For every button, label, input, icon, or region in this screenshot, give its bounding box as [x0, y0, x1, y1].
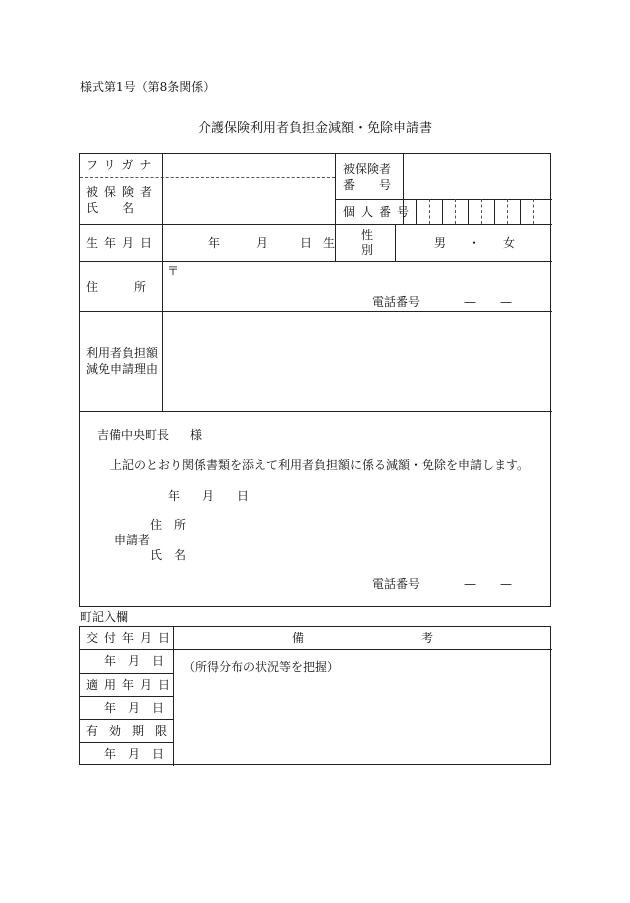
- sex-label-right-line: [395, 224, 396, 261]
- sex-label-line1: 性: [361, 228, 374, 242]
- phone-dash-2: —: [500, 295, 512, 309]
- birth-day: 日: [300, 236, 313, 250]
- town-row-divider: [80, 673, 173, 674]
- sex-option-male: 男: [434, 236, 447, 250]
- personal-no-box-line: [429, 199, 430, 224]
- row-divider-reason: [80, 411, 552, 412]
- reason-label-line2: 減免申請理由: [86, 362, 159, 376]
- remarks-label-1: 備: [292, 631, 305, 645]
- insured-no-label-line2: 番 号: [343, 178, 392, 192]
- insured-no-label-line1: 被保険者: [343, 162, 392, 176]
- label-column-line: [162, 154, 163, 411]
- town-section-title: 町記入欄: [80, 610, 129, 624]
- insured-no-column-line: [335, 154, 336, 224]
- form-number: 様式第1号（第8条関係）: [80, 80, 216, 94]
- applicant-label: 申請者: [114, 533, 151, 547]
- birth-suffix: 生: [323, 236, 336, 250]
- personal-no-box-line: [507, 199, 508, 224]
- town-row-divider: [80, 719, 173, 720]
- applicant-name-label: 氏 名: [150, 548, 187, 562]
- phone-label: 電話番号: [372, 295, 421, 309]
- town-entry-table: [79, 626, 551, 765]
- furigana-divider: [80, 177, 335, 178]
- reason-label-line1: 利用者負担額: [86, 346, 159, 360]
- issue-date-label: 交付年月日: [86, 631, 177, 645]
- personal-no-box-line: [494, 199, 495, 224]
- declaration-statement: 上記のとおり関係書類を添えて利用者負担額に係る減額・免除を申請します。: [110, 458, 530, 472]
- addressee-honorific: 様: [190, 428, 203, 442]
- insured-name-label-line2: 氏 名: [86, 201, 135, 215]
- personal-no-box-line: [481, 199, 482, 224]
- declaration-phone-label: 電話番号: [372, 577, 421, 591]
- sex-separator: ・: [468, 236, 481, 250]
- apply-date-label: 適用年月日: [86, 678, 177, 692]
- personal-no-box-line: [520, 199, 521, 224]
- insured-name-label-line1: 被保険者: [86, 185, 159, 199]
- sex-label-left-line: [335, 224, 336, 261]
- town-row-divider: [80, 696, 173, 697]
- town-row-divider: [80, 649, 552, 650]
- form-title: 介護保険利用者負担金減額・免除申請書: [197, 121, 432, 136]
- row-divider-name: [80, 224, 552, 225]
- personal-no-box-line: [533, 199, 534, 224]
- application-form: [79, 153, 551, 607]
- application-year: 年: [168, 489, 181, 503]
- application-day: 日: [237, 489, 250, 503]
- town-label-column-line: [173, 627, 174, 766]
- application-month: 月: [202, 489, 215, 503]
- personal-no-label: 個人番号: [343, 205, 416, 219]
- personal-no-box-line: [468, 199, 469, 224]
- remarks-note: （所得分布の状況等を把握）: [183, 660, 340, 674]
- postal-mark: 〒: [167, 264, 180, 278]
- apply-date-value: 年 月 日: [104, 701, 165, 715]
- personal-no-box-line: [455, 199, 456, 224]
- applicant-address-label: 住 所: [150, 518, 187, 532]
- sex-option-female: 女: [503, 236, 516, 250]
- birth-month: 月: [256, 236, 269, 250]
- birth-year: 年: [208, 236, 221, 250]
- declaration-phone-dash-1: —: [464, 577, 476, 591]
- birth-date-label: 生年月日: [86, 236, 159, 250]
- sex-label-line2: 別: [361, 243, 374, 257]
- declaration-phone-dash-2: —: [500, 577, 512, 591]
- valid-period-label: 有効期限: [86, 724, 179, 738]
- issue-date-value: 年 月 日: [104, 654, 165, 668]
- row-divider-birth: [80, 261, 552, 262]
- valid-period-value: 年 月 日: [104, 747, 165, 761]
- remarks-label-2: 考: [421, 631, 434, 645]
- personal-no-box-line: [442, 199, 443, 224]
- personal-no-box-line: [416, 199, 417, 224]
- address-label: 住 所: [86, 280, 147, 294]
- town-row-divider: [80, 742, 173, 743]
- addressee: 吉備中央町長: [97, 428, 170, 442]
- phone-dash-1: —: [464, 295, 476, 309]
- row-divider-address: [80, 311, 552, 312]
- furigana-label: フリガナ: [86, 158, 158, 172]
